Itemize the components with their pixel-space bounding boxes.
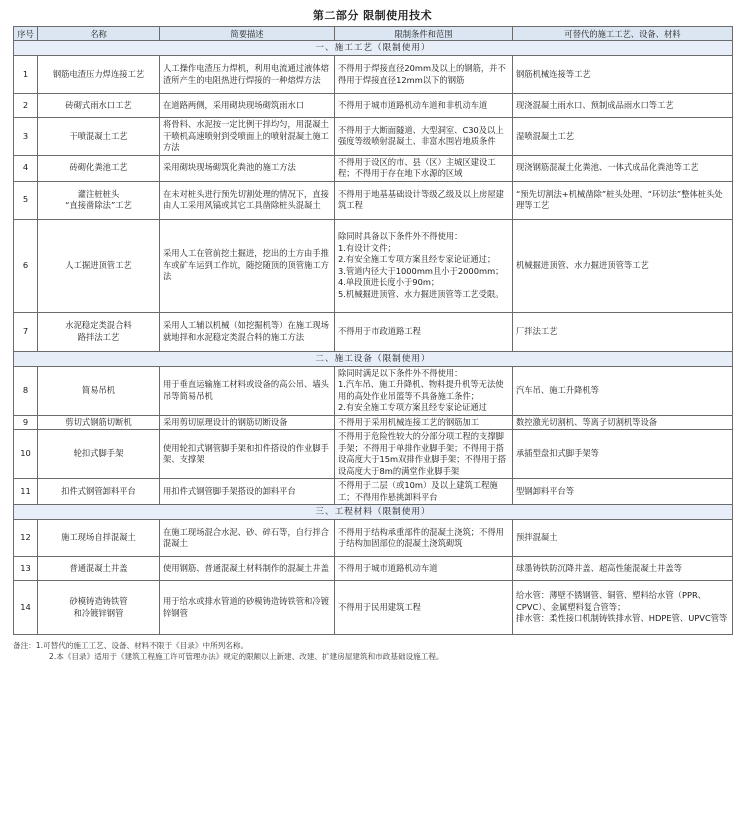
row-alternatives: 现浇钢筋混凝土化粪池、一体式成品化粪池等工艺 [513,155,733,181]
row-alternatives: 现浇混凝土雨水口、预制成品雨水口等工艺 [513,94,733,118]
row-alternatives: 球墨铸铁防沉降井盖、超高性能混凝土井盖等 [513,557,733,581]
row-name: 砖砌化粪池工艺 [38,155,160,181]
header-conditions: 限制条件和范围 [335,27,513,41]
section-title: 三、工程材料（限制使用） [14,505,733,520]
section-row [14,41,733,56]
row-number: 14 [14,581,38,635]
row-conditions: 不得用于设区的市、县（区）主城区建设工程；不得用于存在地下水源的区域 [335,155,513,181]
table-row [14,415,733,430]
row-conditions: 除同时具备以下条件外不得使用： 1.有设计文件； 2.有安全施工专项方案且经专家论证通过； 3.管道内径大于1000mm且小于2000mm； 4.单段顶进长度小于90m； 5.机械掘进顶管、水力掘进顶管等工艺受限。 [335,219,513,312]
row-description: 采用剪切原理设计的钢筋切断设备 [160,415,335,430]
row-conditions: 不得用于大断面隧道、大型洞室、C30及以上强度等级喷射混凝土、非富水围岩地质条件 [335,118,513,156]
row-description: 使用钢筋、普通混凝土材料制作的混凝土井盖 [160,557,335,581]
row-description: 在未对桩头进行预先切割处理的情况下，直接由人工采用风镐或其它工具凿除桩头混凝土 [160,181,335,219]
row-conditions: 不得用于焊接直径20mm及以上的钢筋，并不得用于焊接直径12mm以下的钢筋 [335,56,513,94]
row-name: 砂模铸造铸铁管 和冷镀锌钢管 [38,581,160,635]
row-conditions: 不得用于城市道路机动车道 [335,557,513,581]
row-number: 1 [14,56,38,94]
row-number: 9 [14,415,38,430]
page-title: 第二部分 限制使用技术 [312,9,433,22]
restricted-tech-table [13,26,733,635]
row-alternatives: 钢筋机械连接等工艺 [513,56,733,94]
notes [13,640,732,662]
row-conditions: 不得用于采用机械连接工艺的钢筋加工 [335,415,513,430]
row-number: 3 [14,118,38,156]
row-name: 普通混凝土井盖 [38,557,160,581]
row-number: 8 [14,366,38,415]
row-number: 11 [14,479,38,505]
row-alternatives: 数控激光切割机、等离子切割机等设备 [513,415,733,430]
table-row [14,155,733,181]
row-description: 用扣件式钢管脚手架搭设的卸料平台 [160,479,335,505]
row-alternatives: 汽车吊、施工升降机等 [513,366,733,415]
row-alternatives: 机械掘进顶管、水力掘进顶管等工艺 [513,219,733,312]
row-description: 采用人工辅以机械（如挖掘机等）在施工现场就地拌和水泥稳定类混合料的施工方法 [160,312,335,351]
row-conditions: 除同时满足以下条件外不得使用： 1.汽车吊、施工升降机、物料提升机等无法使用的高处作业吊篮等不具备施工条件； 2.有安全施工专项方案且经专家论证通过 [335,366,513,415]
row-conditions: 不得用于城市道路机动车道和非机动车道 [335,94,513,118]
row-name: 砖砌式雨水口工艺 [38,94,160,118]
row-name: 干喷混凝土工艺 [38,118,160,156]
row-name: 钢筋电渣压力焊连接工艺 [38,56,160,94]
row-description: 用于给水或排水管道的砂模铸造铸铁管和冷镀锌钢管 [160,581,335,635]
row-name: 扣件式钢管卸料平台 [38,479,160,505]
row-description: 在道路两侧，采用砌块现场砌筑雨水口 [160,94,335,118]
row-name: 人工掘进顶管工艺 [38,219,160,312]
row-number: 13 [14,557,38,581]
row-name: 水泥稳定类混合料 路拌法工艺 [38,312,160,351]
row-conditions: 不得用于危险性较大的分部分项工程的支撑脚手架；不得用于单排作业脚手架；不得用于搭设高度大于15m双排作业脚手架；不得用于搭设高度大于8m的满堂作业脚手架 [335,430,513,479]
table-row [14,219,733,312]
section-title: 二、施工设备（限制使用） [14,351,733,366]
table-row [14,557,733,581]
table-row [14,181,733,219]
row-description: 将骨料、水泥按一定比例干拌均匀，用混凝土干喷机高速喷射到受喷面上的喷射混凝土施工方法 [160,118,335,156]
row-conditions: 不得用于结构承重部件的混凝土浇筑；不得用于结构加固部位的混凝土浇筑砌筑 [335,520,513,557]
row-name: 简易吊机 [38,366,160,415]
row-conditions: 不得用于市政道路工程 [335,312,513,351]
note-2: 2.本《目录》适用于《建筑工程施工许可管理办法》规定的限额以上新建、改建、扩建房屋建筑和市政基础设施工程。 [49,652,444,661]
row-description: 用于垂直运输施工材料或设备的高公吊、墙头吊等简易吊机 [160,366,335,415]
header-desc: 简要描述 [160,27,335,41]
table-header-row [14,27,733,41]
row-conditions: 不得用于二层（或10m）及以上建筑工程施工；不得用作悬挑卸料平台 [335,479,513,505]
row-number: 4 [14,155,38,181]
table-row [14,581,733,635]
row-alternatives: 给水管：薄壁不锈钢管、铜管、塑料给水管（PPR、CPVC）、金属塑料复合管等； 排水管：柔性接口机制铸铁排水管、HDPE管、UPVC管等 [513,581,733,635]
row-number: 12 [14,520,38,557]
header-alternatives: 可替代的施工工艺、设备、材料 [513,27,733,41]
row-alternatives: 湿喷混凝土工艺 [513,118,733,156]
row-alternatives: 预拌混凝土 [513,520,733,557]
table-row [14,520,733,557]
row-number: 6 [14,219,38,312]
section-row [14,351,733,366]
table-row [14,479,733,505]
table-body [14,41,733,635]
row-description: 在施工现场混合水泥、砂、碎石等，自行拌合混凝土 [160,520,335,557]
row-alternatives: 厂拌法工艺 [513,312,733,351]
row-alternatives: “预先切割法+机械凿除”桩头处理、“环切法”整体桩头处理等工艺 [513,181,733,219]
row-description: 人工操作电渣压力焊机，利用电流通过液体熔渣所产生的电阻热进行焊接的一种熔焊方法 [160,56,335,94]
row-name: 轮扣式脚手架 [38,430,160,479]
row-number: 2 [14,94,38,118]
row-number: 5 [14,181,38,219]
row-number: 7 [14,312,38,351]
row-name: 灌注桩桩头 “直接凿除法”工艺 [38,181,160,219]
note-1: 备注：1.可替代的施工工艺、设备、材料不限于《目录》中所列名称。 [13,641,249,650]
row-description: 采用人工在管前挖土掘进，挖出的土方由手推车或矿车运到工作坑，随挖随顶的顶管施工方法 [160,219,335,312]
table-row [14,56,733,94]
row-number: 10 [14,430,38,479]
row-name: 剪切式钢筋切断机 [38,415,160,430]
table-row [14,118,733,156]
row-description: 采用砌块现场砌筑化粪池的施工方法 [160,155,335,181]
row-alternatives: 承插型盘扣式脚手架等 [513,430,733,479]
table-row [14,312,733,351]
table-row [14,430,733,479]
header-name: 名称 [38,27,160,41]
table-row [14,94,733,118]
row-name: 施工现场自拌混凝土 [38,520,160,557]
section-row [14,505,733,520]
table-row [14,366,733,415]
row-conditions: 不得用于民用建筑工程 [335,581,513,635]
row-conditions: 不得用于地基基础设计等级乙级及以上房屋建筑工程 [335,181,513,219]
header-num: 序号 [14,27,38,41]
row-alternatives: 型钢卸料平台等 [513,479,733,505]
section-title: 一、施工工艺（限制使用） [14,41,733,56]
row-description: 使用轮扣式钢管脚手架和扣件搭设的作业脚手架、支撑架 [160,430,335,479]
